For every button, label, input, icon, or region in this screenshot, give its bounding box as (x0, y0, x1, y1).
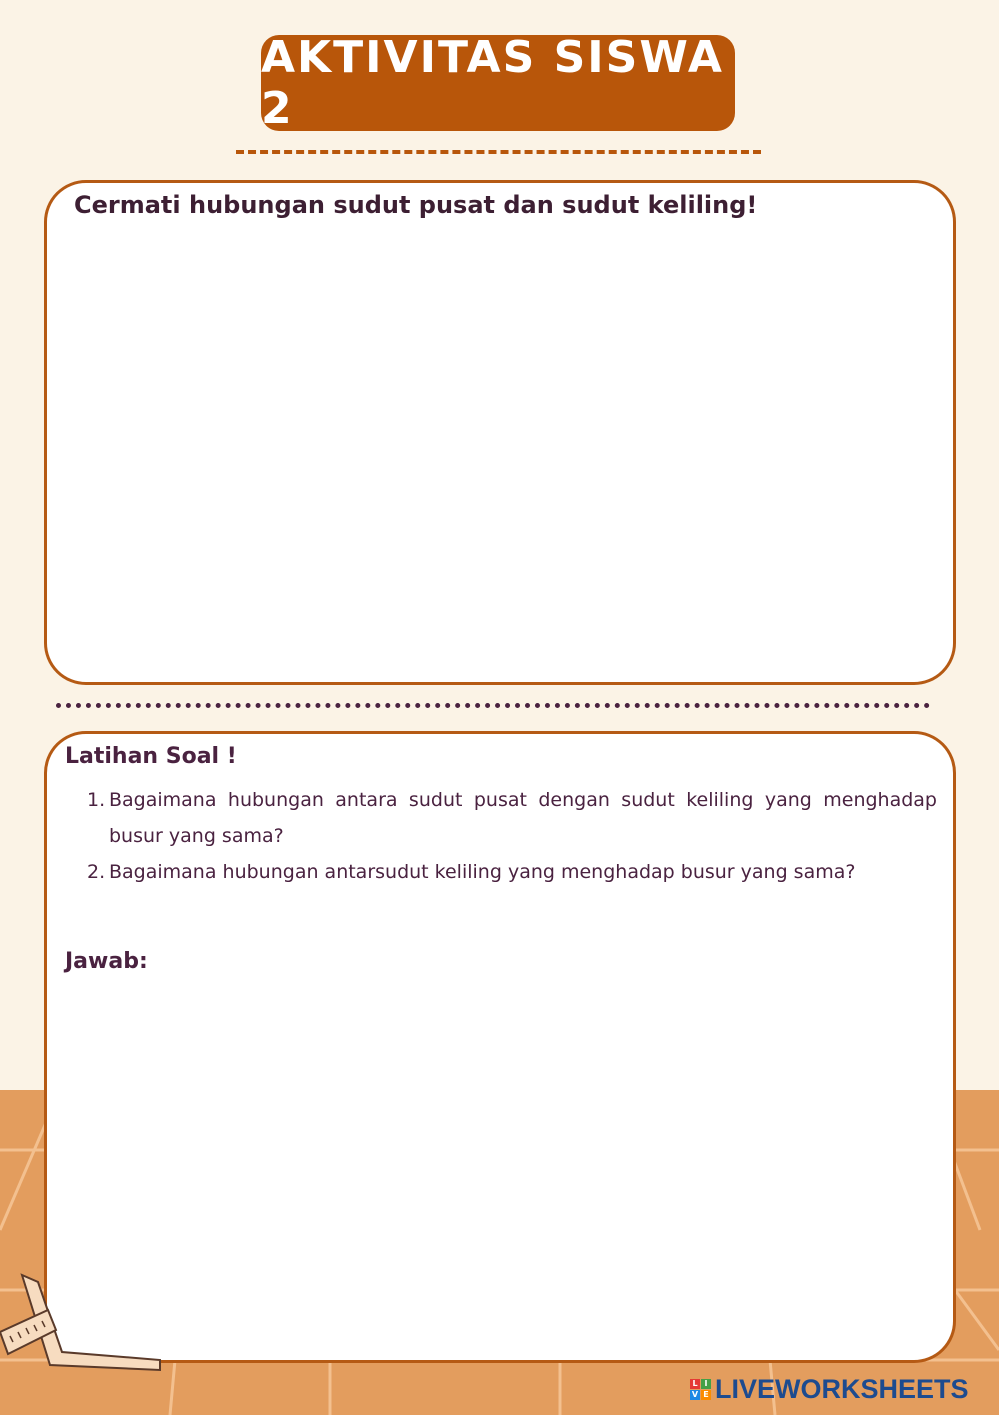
question-list (87, 782, 937, 890)
brand-name: LIVEWORKSHEETS (715, 1374, 969, 1404)
dotted-divider (56, 703, 930, 708)
page-title: AKTIVITAS SISWA 2 (261, 32, 724, 134)
question-text: Bagaimana hubungan antarsudut keliling yang menghadap busur yang sama? (109, 861, 856, 883)
observation-box (44, 180, 956, 685)
liveworksheets-logo (690, 1374, 969, 1405)
logo-letter: I (701, 1379, 711, 1389)
observation-heading: Cermati hubungan sudut pusat dan sudut keliling! (74, 191, 758, 219)
answer-label: Jawab: (65, 949, 148, 974)
question-number: 2. (87, 861, 106, 883)
title-banner (261, 32, 735, 134)
exercise-box (44, 731, 956, 1363)
logo-icon (690, 1379, 711, 1400)
question-item (87, 782, 937, 854)
logo-letter: V (691, 1390, 699, 1399)
logo-letter: L (690, 1379, 700, 1389)
question-item (87, 854, 937, 890)
logo-letter: E (701, 1390, 711, 1400)
question-number: 1. (87, 789, 106, 811)
ruler-illustration (0, 1270, 170, 1384)
exercise-heading: Latihan Soal ! (65, 744, 237, 769)
question-text: Bagaimana hubungan antara sudut pusat dengan sudut keliling yang menghadap busur yang sama? (109, 789, 937, 847)
title-divider (236, 150, 761, 154)
